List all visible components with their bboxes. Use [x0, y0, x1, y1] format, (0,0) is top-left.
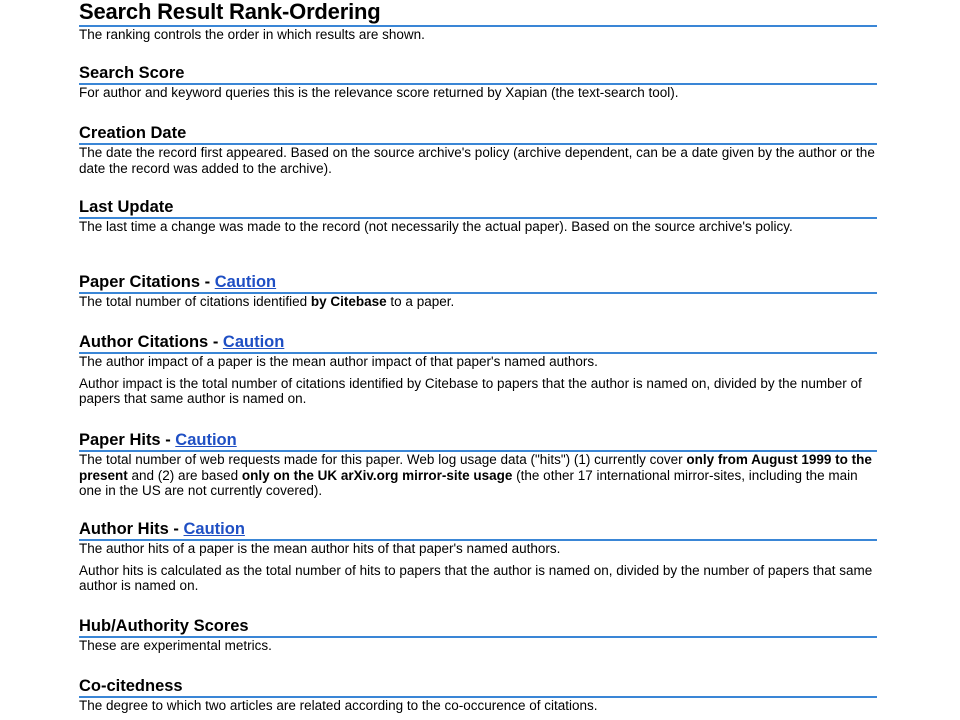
- section-search-score: [79, 64, 877, 101]
- caution-link[interactable]: Caution: [183, 520, 245, 538]
- section-heading: Hub/Authority Scores: [79, 617, 877, 638]
- heading-label: Author Citations -: [79, 333, 223, 351]
- section-text: Author impact is the total number of citations identified by Citebase to papers that the author is named on, divided by the number of papers that same author is named on.: [79, 375, 862, 406]
- bold-text: by Citebase: [310, 294, 387, 309]
- section-author-hits: [79, 520, 877, 594]
- bold-text: only on the UK arXiv.org mirror-site usage: [241, 467, 513, 483]
- text-run: and (2) are based: [127, 467, 242, 483]
- section-heading: [79, 273, 877, 294]
- caution-link[interactable]: Caution: [222, 333, 285, 351]
- page-title: Search Result Rank-Ordering: [79, 0, 877, 27]
- section-text: The last time a change was made to the record (not necessarily the actual paper). Based on the source archive's policy.: [79, 219, 793, 234]
- section-paper-citations: [79, 273, 877, 310]
- section-heading: Co-citedness: [79, 677, 877, 698]
- caution-link[interactable]: Caution: [175, 431, 237, 449]
- section-co-citedness: [79, 677, 877, 714]
- intro-text: The ranking controls the order in which results are shown.: [79, 27, 425, 42]
- document-page: [79, 0, 877, 713]
- section-paper-hits: [79, 431, 877, 499]
- section-text: [79, 452, 877, 499]
- section-heading: [79, 520, 877, 541]
- section-text: [79, 294, 877, 310]
- section-heading: Creation Date: [79, 124, 877, 145]
- section-text: The author hits of a paper is the mean author hits of that paper's named authors.: [79, 541, 561, 556]
- bold-text: only from August 1999 to the present: [79, 452, 872, 483]
- section-heading: Last Update: [79, 198, 877, 219]
- section-author-citations: [79, 333, 877, 407]
- text-run: The total number of citations identified: [79, 294, 311, 309]
- heading-label: Paper Hits -: [79, 431, 176, 449]
- section-heading: Search Score: [79, 64, 877, 85]
- section-text: The date the record first appeared. Based on the source archive's policy (archive dependent, can be a date given by the author or the date the record was added to the archive).: [79, 145, 875, 176]
- section-text: These are experimental metrics.: [79, 638, 272, 653]
- caution-link[interactable]: Caution: [214, 273, 277, 291]
- section-creation-date: [79, 124, 877, 176]
- section-text: Author hits is calculated as the total number of hits to papers that the author is named on, divided by the number of papers that same author is named on.: [79, 562, 873, 593]
- heading-label: Author Hits -: [79, 520, 184, 538]
- text-run: The total number of web requests made for this paper. Web log usage data ("hits") (1) currently cover: [79, 452, 687, 467]
- section-heading: [79, 333, 877, 354]
- heading-label: Paper Citations -: [79, 273, 215, 291]
- section-heading: [79, 431, 877, 452]
- section-text: For author and keyword queries this is the relevance score returned by Xapian (the text-search tool).: [79, 85, 679, 100]
- section-last-update: [79, 198, 877, 235]
- text-run: to a paper.: [386, 294, 455, 309]
- section-text: The degree to which two articles are related according to the co-occurence of citations.: [79, 698, 598, 713]
- section-hub-authority: [79, 617, 877, 654]
- text-run: (the other 17 international mirror-sites, including the main one in the US are not currently covered).: [79, 467, 858, 498]
- section-text: The author impact of a paper is the mean author impact of that paper's named authors.: [79, 354, 598, 369]
